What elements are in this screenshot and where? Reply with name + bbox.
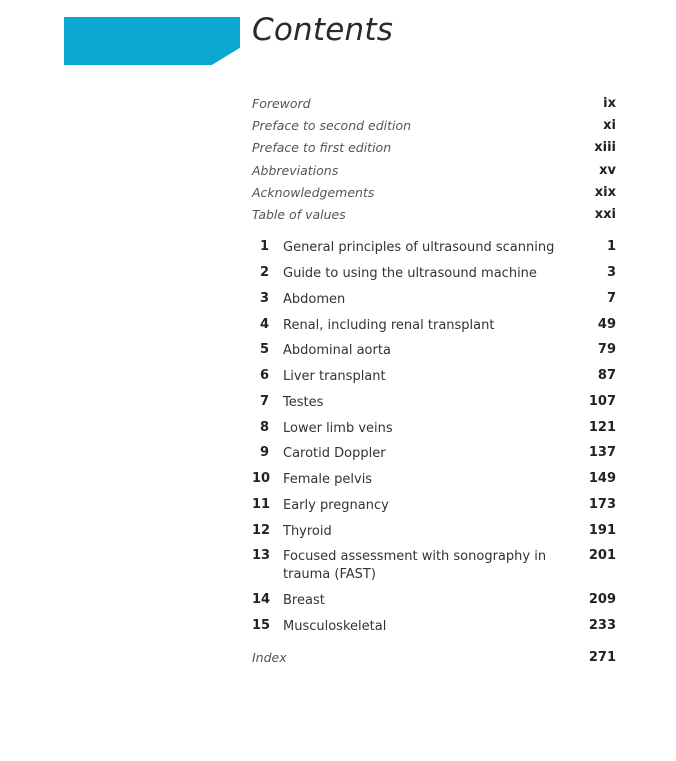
chapter-title: Testes	[283, 395, 324, 410]
toc-page-number: 79	[597, 342, 616, 357]
chapter-title: Early pregnancy	[283, 498, 389, 513]
toc-front-label: Preface to second edition	[252, 118, 412, 133]
chapter-number: 6	[259, 368, 269, 383]
toc-index-label: Index	[252, 650, 287, 665]
toc-page-number: 121	[588, 420, 616, 435]
toc-front-label: Acknowledgements	[252, 185, 375, 200]
toc-front-label: Table of values	[252, 207, 346, 222]
chapter-title: Focused assessment with sonography in trauma (FAST)	[283, 549, 547, 582]
toc-page-number: 107	[588, 394, 616, 409]
chapter-number: 5	[259, 342, 269, 357]
chapter-title: Renal, including renal transplant	[283, 318, 495, 333]
chapter-title: Liver transplant	[283, 369, 386, 384]
toc-page-number: 3	[606, 265, 616, 280]
toc-page-number: 7	[606, 291, 616, 306]
toc-page-number: xix	[594, 185, 616, 200]
chapter-number: 4	[259, 317, 269, 332]
title-accent-bar	[64, 17, 240, 65]
toc-page-number: xv	[599, 163, 616, 178]
chapter-number: 3	[259, 291, 269, 306]
chapter-title: Abdominal aorta	[283, 343, 391, 358]
toc-page-number: xiii	[594, 140, 616, 155]
toc-page-number: 49	[597, 317, 616, 332]
toc-page-number: ix	[603, 96, 616, 111]
chapter-title: Abdomen	[283, 292, 346, 307]
chapter-number: 8	[259, 420, 269, 435]
chapter-number: 14	[252, 592, 271, 607]
toc-front-label: Abbreviations	[252, 163, 339, 178]
toc-page-number: xxi	[594, 207, 616, 222]
chapter-number: 11	[252, 497, 271, 512]
toc-page-number: 173	[588, 497, 616, 512]
toc-front-label: Preface to first edition	[252, 140, 392, 155]
toc-page-number: 191	[588, 523, 616, 538]
chapter-number: 2	[259, 265, 269, 280]
chapter-number: 1	[259, 239, 269, 254]
chapter-number: 7	[259, 394, 269, 409]
toc-page-number: 149	[588, 471, 616, 486]
chapter-title: Guide to using the ultrasound machine	[283, 266, 537, 281]
toc-page-number: 1	[606, 239, 616, 254]
toc-page-number: 201	[588, 548, 616, 563]
chapter-number: 10	[252, 471, 271, 486]
chapter-number: 13	[252, 548, 271, 563]
page-title: Contents	[252, 12, 394, 48]
chapter-title: Thyroid	[283, 524, 332, 539]
chapter-number: 15	[252, 618, 271, 633]
chapter-title: Musculoskeletal	[283, 619, 387, 634]
chapter-title: Carotid Doppler	[283, 446, 386, 461]
chapter-title: Lower limb veins	[283, 421, 393, 436]
toc-page-number: 87	[597, 368, 616, 383]
toc-front-label: Foreword	[252, 96, 311, 111]
chapter-title: Female pelvis	[283, 472, 373, 487]
toc-page-number: 209	[588, 592, 616, 607]
toc-page-number: 233	[588, 618, 616, 633]
toc-page-number: xi	[603, 118, 616, 133]
chapter-title: Breast	[283, 593, 325, 608]
chapter-title: General principles of ultrasound scanning	[283, 240, 555, 255]
chapter-number: 9	[259, 445, 269, 460]
chapter-number: 12	[252, 523, 271, 538]
toc-page-number: 137	[588, 445, 616, 460]
toc-page-number: 271	[588, 650, 616, 665]
